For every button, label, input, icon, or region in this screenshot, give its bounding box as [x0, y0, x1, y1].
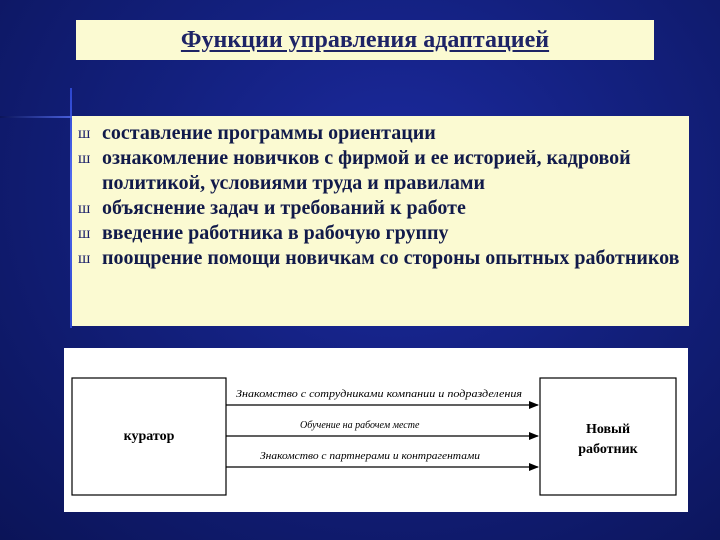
list-item-text: введение работника в рабочую группу: [102, 222, 449, 244]
bullet-icon: ш: [78, 150, 91, 167]
bullet-icon: ш: [78, 125, 91, 142]
list-item: [78, 221, 683, 246]
curator-label: куратор: [123, 429, 175, 444]
bullet-icon: ш: [78, 225, 91, 242]
new-employee-label-line-1: Новый: [585, 422, 631, 437]
slide-title: Функции управления адаптацией: [180, 26, 550, 53]
list-item: [78, 146, 683, 196]
arrow-label-acquaintance-partners: Знакомство с партнерами и контрагентами: [260, 451, 480, 462]
new-employee-label-line-2: работник: [578, 442, 638, 457]
list-item-text: поощрение помощи новичкам со стороны опытных работников: [102, 247, 680, 269]
list-item: [78, 121, 683, 146]
list-item: [78, 246, 683, 271]
list-item-text: составление программы ориентации: [102, 122, 436, 144]
bullet-icon: ш: [78, 200, 91, 217]
functions-list: [72, 116, 689, 326]
title-box: [76, 20, 654, 60]
arrow-label-acquaintance-staff: Знакомство с сотрудниками компании и подразделения: [236, 389, 523, 400]
adaptation-diagram: [64, 348, 688, 512]
arrow-label-workplace-training: Обучение на рабочем месте: [300, 420, 420, 431]
list-item-text: ознакомление новичков с фирмой и ее историей, кадровой политикой, условиями труда и правилами: [102, 147, 631, 194]
bullet-icon: ш: [78, 250, 91, 267]
list-item-text: объяснение задач и требований к работе: [102, 197, 466, 219]
diagram-svg: [64, 348, 688, 512]
list-item: [78, 196, 683, 221]
